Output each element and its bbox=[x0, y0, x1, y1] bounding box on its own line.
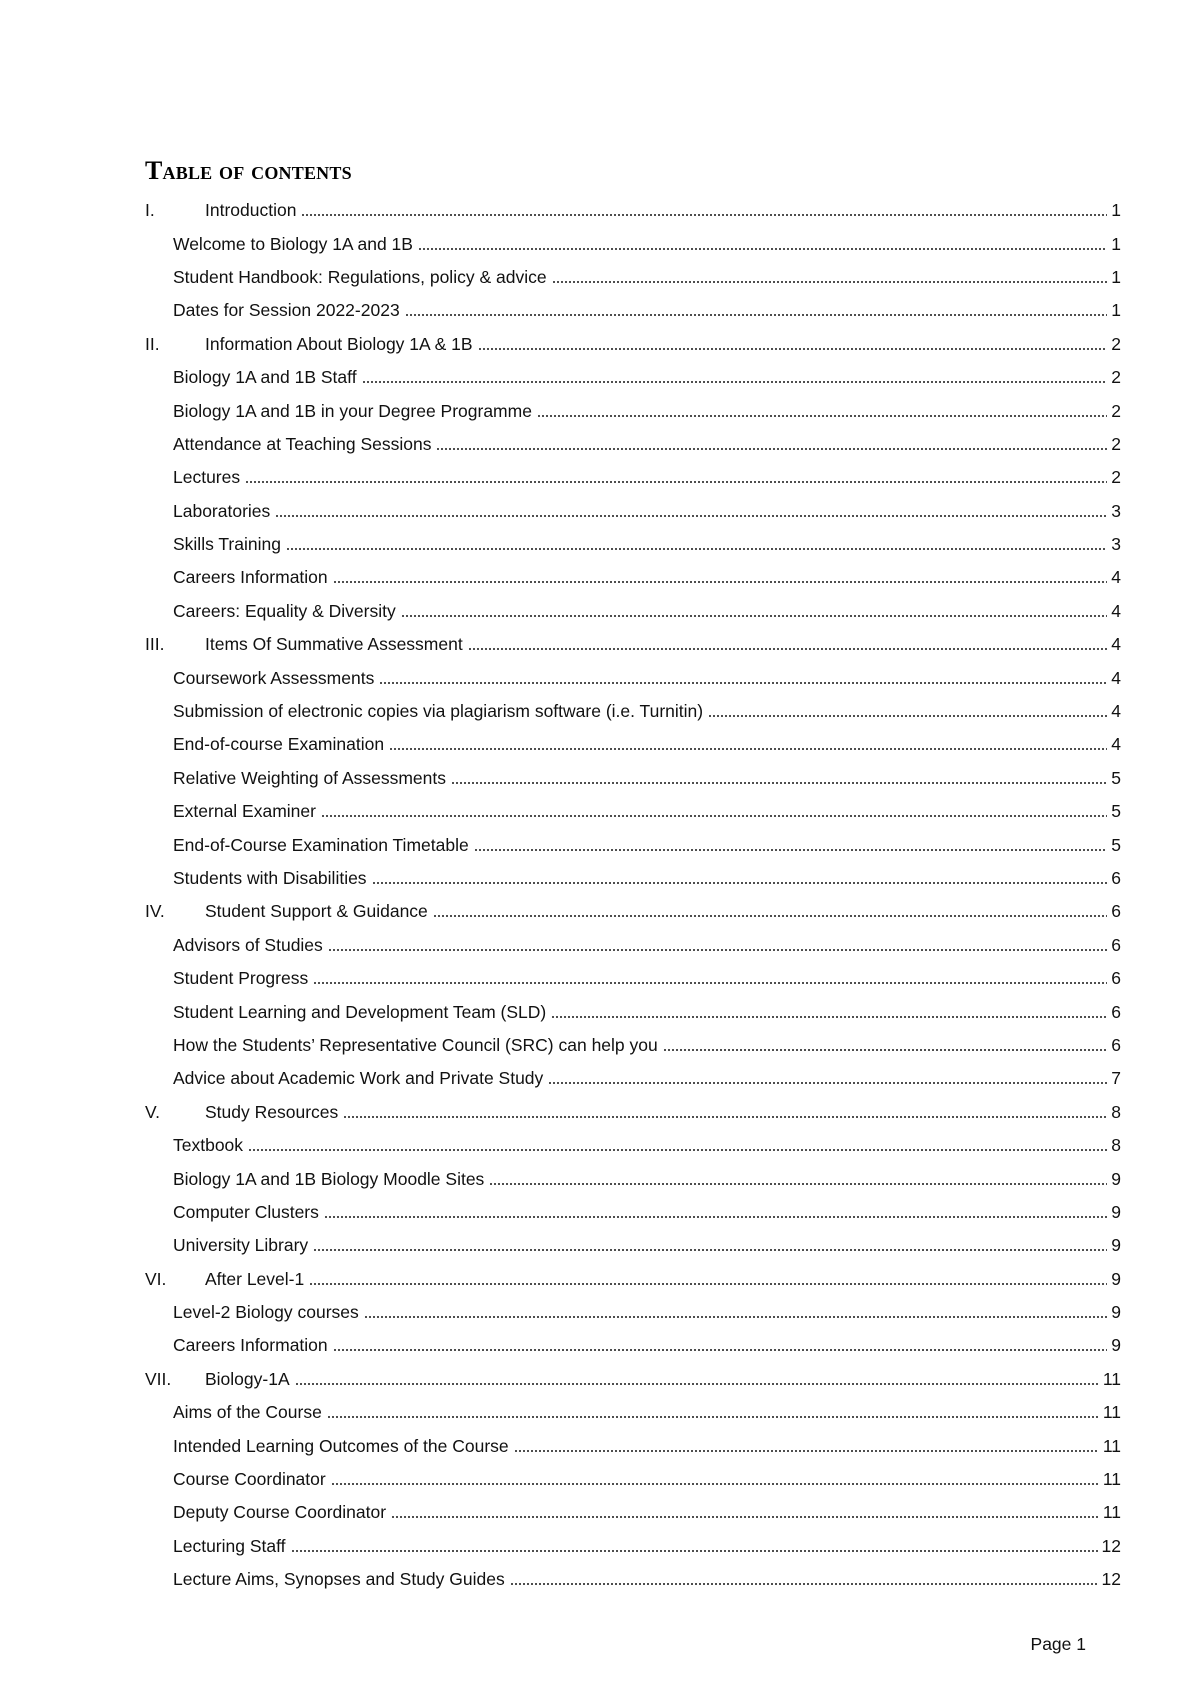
dot-leader bbox=[401, 615, 1107, 617]
toc-page-number: 11 bbox=[1102, 1402, 1121, 1423]
toc-entry-label: End-of-course Examination bbox=[173, 734, 385, 755]
toc-subsection-entry[interactable] bbox=[145, 1429, 1121, 1462]
toc-page-number: 8 bbox=[1111, 1135, 1121, 1156]
toc-subsection-entry[interactable] bbox=[145, 1463, 1121, 1496]
dot-leader bbox=[405, 314, 1107, 316]
toc-entry-label: Level-2 Biology courses bbox=[173, 1302, 359, 1323]
toc-page-number: 9 bbox=[1111, 1168, 1121, 1189]
toc-subsection-entry[interactable] bbox=[145, 828, 1121, 861]
toc-subsection-entry[interactable] bbox=[145, 762, 1121, 795]
toc-section-numeral: VI. bbox=[145, 1268, 167, 1289]
dot-leader bbox=[301, 214, 1107, 216]
dot-leader bbox=[514, 1450, 1099, 1452]
toc-entry-label: Careers: Equality & Diversity bbox=[173, 600, 396, 621]
toc-page-number: 9 bbox=[1111, 1235, 1121, 1256]
toc-subsection-entry[interactable] bbox=[145, 361, 1121, 394]
toc-subsection-entry[interactable] bbox=[145, 294, 1121, 327]
toc-subsection-entry[interactable] bbox=[145, 261, 1121, 294]
toc-subsection-entry[interactable] bbox=[145, 1162, 1121, 1195]
toc-page-number: 9 bbox=[1111, 1335, 1121, 1356]
dot-leader bbox=[295, 1383, 1099, 1385]
dot-leader bbox=[489, 1183, 1107, 1185]
toc-entry-label: Lectures bbox=[173, 467, 241, 488]
dot-leader bbox=[245, 481, 1107, 483]
page-title: Table of contents bbox=[145, 156, 352, 185]
toc-page-number: 4 bbox=[1111, 600, 1121, 621]
toc-section-entry[interactable] bbox=[145, 1263, 1121, 1296]
toc-subsection-entry[interactable] bbox=[145, 428, 1121, 461]
toc-page-number: 2 bbox=[1111, 333, 1121, 354]
toc-subsection-entry[interactable] bbox=[145, 1129, 1121, 1162]
toc-entry-label: Intended Learning Outcomes of the Course bbox=[173, 1435, 509, 1456]
toc-entry-label: Study Resources bbox=[205, 1101, 339, 1122]
toc-subsection-entry[interactable] bbox=[145, 862, 1121, 895]
toc-page-number: 9 bbox=[1111, 1302, 1121, 1323]
toc-section-numeral: III. bbox=[145, 634, 165, 655]
toc-subsection-entry[interactable] bbox=[145, 528, 1121, 561]
toc-section-entry[interactable] bbox=[145, 1363, 1121, 1396]
dot-leader bbox=[418, 248, 1107, 250]
toc-entry-label: Student Progress bbox=[173, 968, 309, 989]
toc-subsection-entry[interactable] bbox=[145, 595, 1121, 628]
toc-subsection-entry[interactable] bbox=[145, 1329, 1121, 1362]
toc-page-number: 6 bbox=[1111, 901, 1121, 922]
toc-page-number: 8 bbox=[1111, 1101, 1121, 1122]
toc-subsection-entry[interactable] bbox=[145, 661, 1121, 694]
toc-entry-label: Lecturing Staff bbox=[173, 1535, 286, 1556]
toc-page-number: 4 bbox=[1111, 567, 1121, 588]
dot-leader bbox=[379, 682, 1107, 684]
toc-entry-label: Advisors of Studies bbox=[173, 934, 323, 955]
toc-page-number: 11 bbox=[1102, 1368, 1121, 1389]
dot-leader bbox=[343, 1116, 1107, 1118]
toc-entry-label: Textbook bbox=[173, 1135, 244, 1156]
dot-leader bbox=[364, 1316, 1107, 1318]
toc-page-number: 7 bbox=[1111, 1068, 1121, 1089]
toc-entry-label: Biology 1A and 1B Staff bbox=[173, 367, 357, 388]
toc-page-number: 1 bbox=[1111, 300, 1121, 321]
toc-subsection-entry[interactable] bbox=[145, 995, 1121, 1028]
toc-page-number: 2 bbox=[1111, 400, 1121, 421]
toc-page-number: 11 bbox=[1102, 1435, 1121, 1456]
toc-page-number: 5 bbox=[1111, 801, 1121, 822]
dot-leader bbox=[286, 548, 1107, 550]
toc-section-numeral: VII. bbox=[145, 1368, 172, 1389]
toc-list bbox=[145, 194, 1121, 1596]
toc-subsection-entry[interactable] bbox=[145, 1396, 1121, 1429]
toc-page-number: 11 bbox=[1102, 1469, 1121, 1490]
dot-leader bbox=[551, 1016, 1107, 1018]
toc-entry-label: Advice about Academic Work and Private Study bbox=[173, 1068, 544, 1089]
toc-entry-label: Lecture Aims, Synopses and Study Guides bbox=[173, 1569, 505, 1590]
dot-leader bbox=[537, 415, 1107, 417]
dot-leader bbox=[248, 1149, 1107, 1151]
dot-leader bbox=[324, 1216, 1107, 1218]
toc-section-entry[interactable] bbox=[145, 1096, 1121, 1129]
dot-leader bbox=[436, 448, 1107, 450]
toc-subsection-entry[interactable] bbox=[145, 394, 1121, 427]
toc-subsection-entry[interactable] bbox=[145, 461, 1121, 494]
toc-entry-label: Items Of Summative Assessment bbox=[205, 634, 463, 655]
toc-entry-label: Submission of electronic copies via plagiarism software (i.e. Turnitin) bbox=[173, 701, 704, 722]
toc-section-entry[interactable] bbox=[145, 194, 1121, 227]
toc-page-number: 2 bbox=[1111, 367, 1121, 388]
toc-page-number: 5 bbox=[1111, 834, 1121, 855]
toc-page-number: 2 bbox=[1111, 467, 1121, 488]
toc-entry-label: Information About Biology 1A & 1B bbox=[205, 333, 473, 354]
toc-entry-label: Careers Information bbox=[173, 1335, 328, 1356]
toc-entry-label: Skills Training bbox=[173, 534, 281, 555]
toc-entry-label: Introduction bbox=[205, 200, 297, 221]
toc-page-number: 4 bbox=[1111, 667, 1121, 688]
toc-section-numeral: V. bbox=[145, 1101, 160, 1122]
toc-subsection-entry[interactable] bbox=[145, 1563, 1121, 1596]
toc-entry-label: Biology 1A and 1B Biology Moodle Sites bbox=[173, 1168, 485, 1189]
dot-leader bbox=[552, 281, 1107, 283]
dot-leader bbox=[468, 648, 1107, 650]
toc-entry-label: Student Handbook: Regulations, policy & advice bbox=[173, 266, 547, 287]
toc-entry-label: Biology 1A and 1B in your Degree Programme bbox=[173, 400, 532, 421]
toc-page-number: 1 bbox=[1111, 233, 1121, 254]
toc-page-number: 6 bbox=[1111, 968, 1121, 989]
toc-entry-label: Biology-1A bbox=[205, 1368, 290, 1389]
toc-page-number: 6 bbox=[1111, 868, 1121, 888]
dot-leader bbox=[478, 348, 1107, 350]
toc-subsection-entry[interactable] bbox=[145, 227, 1121, 260]
toc-page-number: 3 bbox=[1111, 534, 1121, 555]
toc-page-number: 11 bbox=[1102, 1502, 1121, 1523]
dot-leader bbox=[328, 949, 1107, 951]
toc-page-number: 1 bbox=[1111, 200, 1121, 221]
toc-entry-label: External Examiner bbox=[173, 801, 316, 822]
dot-leader bbox=[362, 381, 1107, 383]
toc-subsection-entry[interactable] bbox=[145, 561, 1121, 594]
toc-entry-label: Computer Clusters bbox=[173, 1201, 319, 1222]
toc-page-number: 6 bbox=[1111, 1001, 1121, 1022]
toc-entry-label: Dates for Session 2022-2023 bbox=[173, 300, 400, 321]
toc-page-number: 4 bbox=[1111, 734, 1121, 755]
dot-leader bbox=[548, 1082, 1107, 1084]
toc-entry-label: Careers Information bbox=[173, 567, 328, 588]
dot-leader bbox=[372, 882, 1107, 884]
dot-leader bbox=[474, 849, 1107, 851]
dot-leader bbox=[708, 715, 1107, 717]
dot-leader bbox=[309, 1283, 1107, 1285]
toc-subsection-entry[interactable] bbox=[145, 1196, 1121, 1229]
dot-leader bbox=[331, 1483, 1099, 1485]
dot-leader bbox=[291, 1550, 1098, 1552]
toc-subsection-entry[interactable] bbox=[145, 695, 1121, 728]
dot-leader bbox=[333, 581, 1107, 583]
dot-leader bbox=[391, 1516, 1099, 1518]
dot-leader bbox=[433, 915, 1107, 917]
toc-entry-label: Course Coordinator bbox=[173, 1469, 326, 1490]
toc-subsection-entry[interactable] bbox=[145, 1296, 1121, 1329]
toc-entry-label: After Level-1 bbox=[205, 1268, 305, 1289]
dot-leader bbox=[510, 1583, 1098, 1585]
dot-leader bbox=[663, 1049, 1107, 1051]
toc-section-numeral: IV. bbox=[145, 901, 165, 922]
toc-entry-label: Deputy Course Coordinator bbox=[173, 1502, 387, 1523]
dot-leader bbox=[389, 748, 1107, 750]
toc-subsection-entry[interactable] bbox=[145, 728, 1121, 761]
toc-entry-label: How the Students’ Representative Council (SRC) can help you bbox=[173, 1034, 658, 1055]
dot-leader bbox=[333, 1349, 1107, 1351]
dot-leader bbox=[321, 815, 1107, 817]
toc-page-number: 9 bbox=[1111, 1268, 1121, 1289]
toc-subsection-entry[interactable] bbox=[145, 1229, 1121, 1262]
toc-entry-label: University Library bbox=[173, 1235, 309, 1256]
dot-leader bbox=[275, 515, 1107, 517]
toc-section-numeral: I. bbox=[145, 200, 155, 221]
toc-entry-label: Students with Disabilities bbox=[173, 868, 367, 888]
toc-subsection-entry[interactable] bbox=[145, 1530, 1121, 1563]
toc-entry-label: Welcome to Biology 1A and 1B bbox=[173, 233, 413, 254]
toc-page-number: 6 bbox=[1111, 1034, 1121, 1055]
toc-subsection-entry[interactable] bbox=[145, 962, 1121, 995]
page-footer: Page 1 bbox=[1030, 1634, 1086, 1654]
toc-entry-label: Attendance at Teaching Sessions bbox=[173, 433, 432, 454]
dot-leader bbox=[327, 1416, 1099, 1418]
toc-page-number: 9 bbox=[1111, 1201, 1121, 1222]
toc-entry-label: Aims of the Course bbox=[173, 1402, 322, 1423]
toc-page-number: 1 bbox=[1111, 266, 1121, 287]
toc-page-number: 12 bbox=[1101, 1569, 1121, 1590]
toc-page-number: 6 bbox=[1111, 934, 1121, 955]
toc-page-number: 4 bbox=[1111, 634, 1121, 655]
toc-entry-label: Laboratories bbox=[173, 500, 271, 521]
toc-entry-label: End-of-Course Examination Timetable bbox=[173, 834, 469, 855]
toc-subsection-entry[interactable] bbox=[145, 1496, 1121, 1529]
toc-page-number: 2 bbox=[1111, 433, 1121, 454]
dot-leader bbox=[313, 982, 1107, 984]
toc-entry-label: Student Support & Guidance bbox=[205, 901, 428, 922]
dot-leader bbox=[313, 1249, 1107, 1251]
toc-section-entry[interactable] bbox=[145, 628, 1121, 661]
dot-leader bbox=[451, 782, 1107, 784]
toc-page-number: 12 bbox=[1101, 1535, 1121, 1556]
toc-section-numeral: II. bbox=[145, 333, 160, 354]
toc-page-number: 4 bbox=[1111, 701, 1121, 722]
toc-subsection-entry[interactable] bbox=[145, 1062, 1121, 1095]
toc-subsection-entry[interactable] bbox=[145, 1029, 1121, 1062]
toc-section-entry[interactable] bbox=[145, 895, 1121, 928]
toc-entry-label: Coursework Assessments bbox=[173, 667, 375, 688]
toc-subsection-entry[interactable] bbox=[145, 929, 1121, 962]
toc-section-entry[interactable] bbox=[145, 328, 1121, 361]
toc-entry-label: Student Learning and Development Team (SLD) bbox=[173, 1001, 547, 1022]
toc-page-number: 3 bbox=[1111, 500, 1121, 521]
toc-entry-label: Relative Weighting of Assessments bbox=[173, 767, 447, 788]
toc-subsection-entry[interactable] bbox=[145, 795, 1121, 828]
toc-page-number: 5 bbox=[1111, 767, 1121, 788]
toc-subsection-entry[interactable] bbox=[145, 495, 1121, 528]
